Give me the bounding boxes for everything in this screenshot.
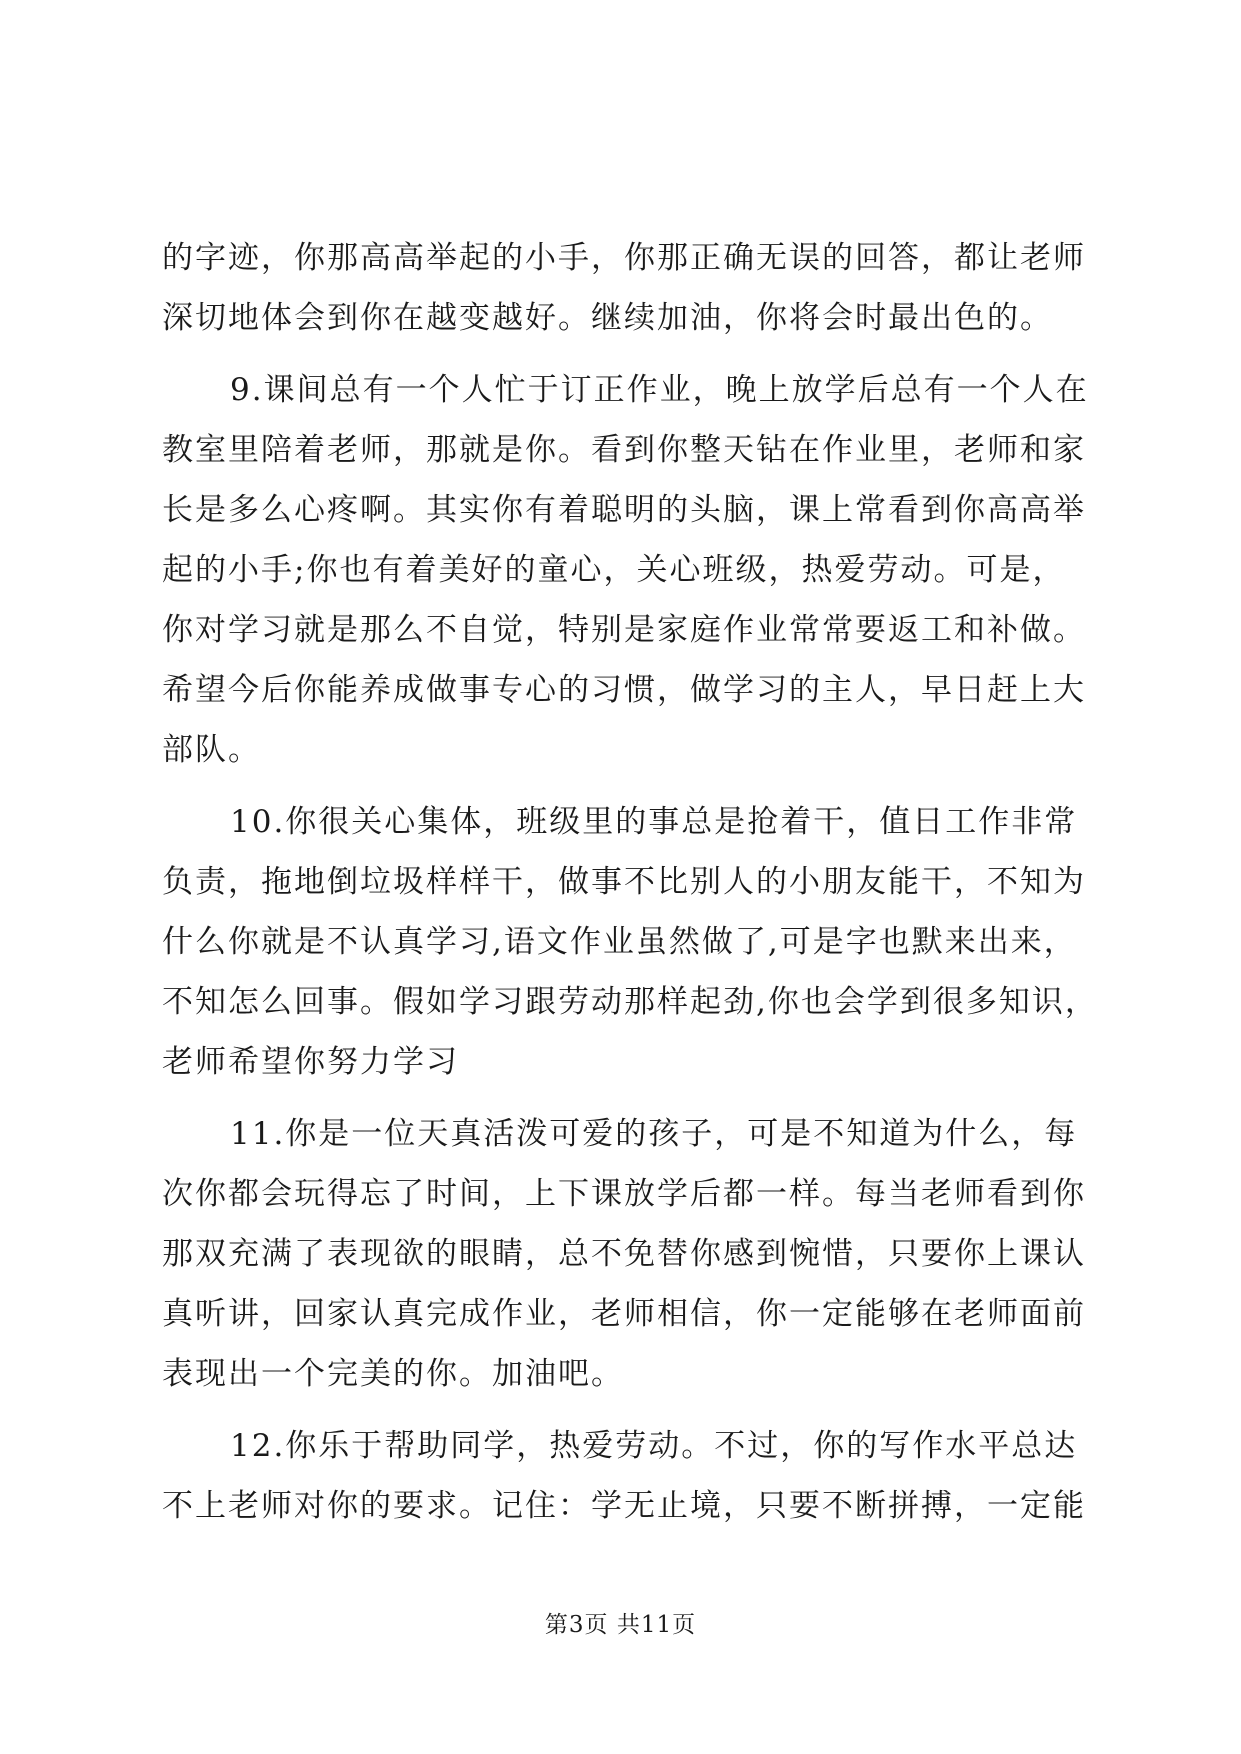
paragraph-12 bbox=[162, 1416, 1086, 1536]
text-line: 希望今后你能养成做事专心的习惯，做学习的主人，早日赶上大 bbox=[162, 672, 1086, 708]
text-line: 11.你是一位天真活泼可爱的孩子，可是不知道为什么，每 bbox=[230, 1116, 1078, 1152]
text-line: 10.你很关心集体，班级里的事总是抢着干，值日工作非常 bbox=[230, 804, 1078, 840]
text-line: 表现出一个完美的你。加油吧。 bbox=[162, 1356, 624, 1392]
text-line: 的字迹，你那高高举起的小手，你那正确无误的回答，都让老师 bbox=[162, 240, 1086, 276]
text-line: 不知怎么回事。假如学习跟劳动那样起劲,你也会学到很多知识， bbox=[162, 984, 1098, 1020]
text-line: 负责，拖地倒垃圾样样干，做事不比别人的小朋友能干，不知为 bbox=[162, 864, 1086, 900]
text-line: 你对学习就是那么不自觉，特别是家庭作业常常要返工和补做。 bbox=[162, 612, 1086, 648]
paragraph-11 bbox=[162, 1104, 1086, 1404]
text-line: 9.课间总有一个人忙于订正作业，晚上放学后总有一个人在 bbox=[230, 372, 1089, 408]
page-number-footer: 第3页 共11页 bbox=[544, 1612, 697, 1638]
paragraph-9 bbox=[162, 360, 1089, 780]
text-line: 深切地体会到你在越变越好。继续加油，你将会时最出色的。 bbox=[162, 300, 1053, 336]
text-line: 长是多么心疼啊。其实你有着聪明的头脑，课上常看到你高高举 bbox=[162, 492, 1086, 528]
paragraph-10 bbox=[162, 792, 1098, 1092]
text-line: 真听讲，回家认真完成作业，老师相信，你一定能够在老师面前 bbox=[162, 1296, 1086, 1332]
text-line: 什么你就是不认真学习,语文作业虽然做了,可是字也默来出来， bbox=[162, 924, 1077, 960]
document-body bbox=[162, 228, 1098, 1536]
text-line: 起的小手;你也有着美好的童心，关心班级，热爱劳动。可是， bbox=[162, 552, 1066, 588]
text-line: 部队。 bbox=[162, 732, 261, 768]
text-line: 那双充满了表现欲的眼睛，总不免替你感到惋惜，只要你上课认 bbox=[162, 1236, 1086, 1272]
paragraph-8-continued bbox=[162, 228, 1086, 348]
text-line: 次你都会玩得忘了时间，上下课放学后都一样。每当老师看到你 bbox=[162, 1176, 1086, 1212]
text-line: 老师希望你努力学习 bbox=[162, 1044, 459, 1080]
text-line: 不上老师对你的要求。记住：学无止境，只要不断拼搏，一定能 bbox=[162, 1488, 1086, 1524]
text-line: 教室里陪着老师，那就是你。看到你整天钻在作业里，老师和家 bbox=[162, 432, 1086, 468]
text-line: 12.你乐于帮助同学，热爱劳动。不过，你的写作水平总达 bbox=[230, 1428, 1078, 1464]
